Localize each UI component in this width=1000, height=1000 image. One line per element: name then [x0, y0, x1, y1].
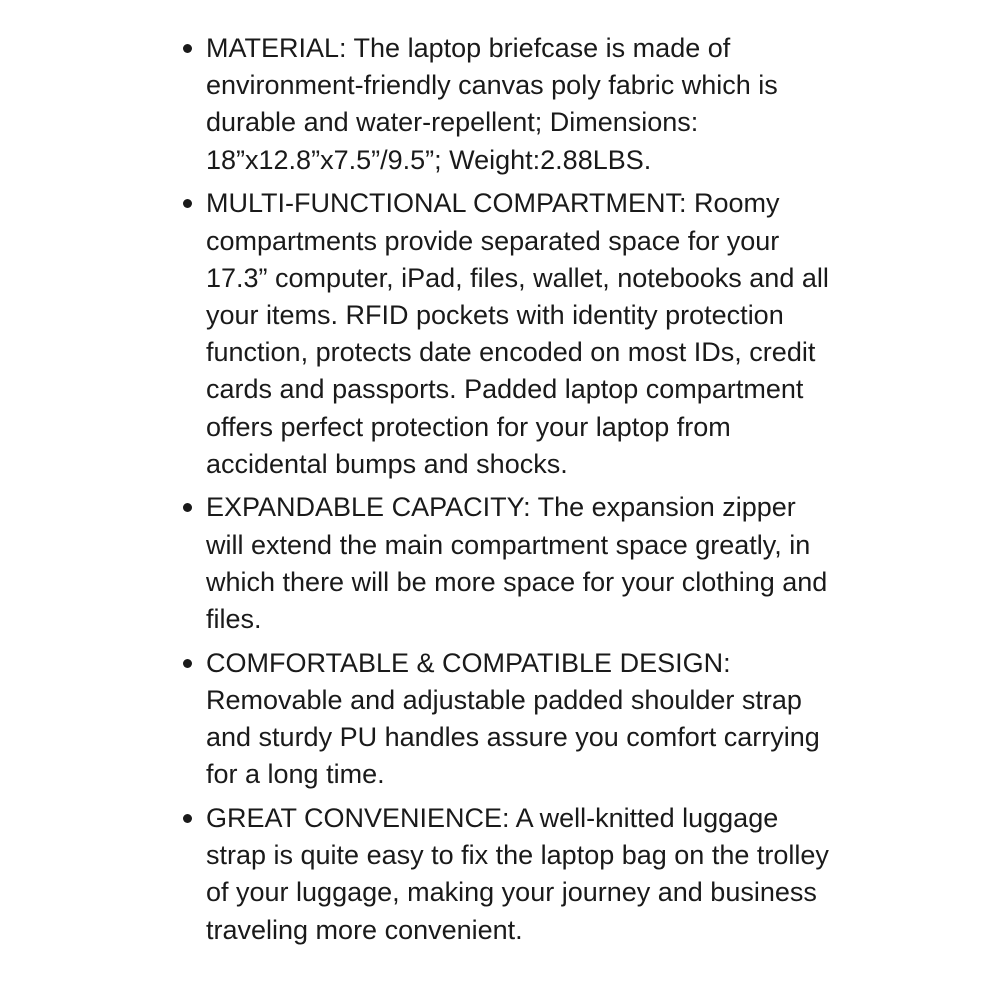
- feature-text: MULTI-FUNCTIONAL COMPARTMENT: Roomy compartments provide separated space for your 17.3” computer, iPad, files, wallet, notebooks and all your items. RFID pockets with identity protection function, protects date encoded on most IDs, credit cards and passports. Padded laptop compartment offers perfect protection for your laptop from accidental bumps and shocks.: [206, 188, 829, 479]
- bullet-icon: [183, 199, 192, 208]
- feature-list: [180, 30, 840, 955]
- feature-text: COMFORTABLE & COMPATIBLE DESIGN: Removable and adjustable padded shoulder strap and sturdy PU handles assure you comfort carrying for a long time.: [206, 647, 820, 790]
- bullet-icon: [183, 814, 192, 823]
- bullet-icon: [183, 44, 192, 53]
- feature-design: [180, 645, 840, 794]
- feature-text: GREAT CONVENIENCE: A well-knitted luggage strap is quite easy to fix the laptop bag on the trolley of your luggage, making your journey and business traveling more convenient.: [206, 803, 829, 945]
- feature-capacity: [180, 489, 840, 638]
- feature-convenience: [180, 800, 840, 949]
- feature-text: EXPANDABLE CAPACITY: The expansion zipper will extend the main compartment space greatly, in which there will be more space for your clothing and files.: [206, 492, 828, 635]
- feature-material: [180, 30, 840, 179]
- feature-compartment: [180, 185, 840, 483]
- feature-text: MATERIAL: The laptop briefcase is made of environment-friendly canvas poly fabric which is durable and water-repellent; Dimensions: 18”x12.8”x7.5”/9.5”; Weight:2.88LBS.: [206, 33, 778, 175]
- bullet-icon: [183, 659, 192, 668]
- bullet-icon: [183, 503, 192, 512]
